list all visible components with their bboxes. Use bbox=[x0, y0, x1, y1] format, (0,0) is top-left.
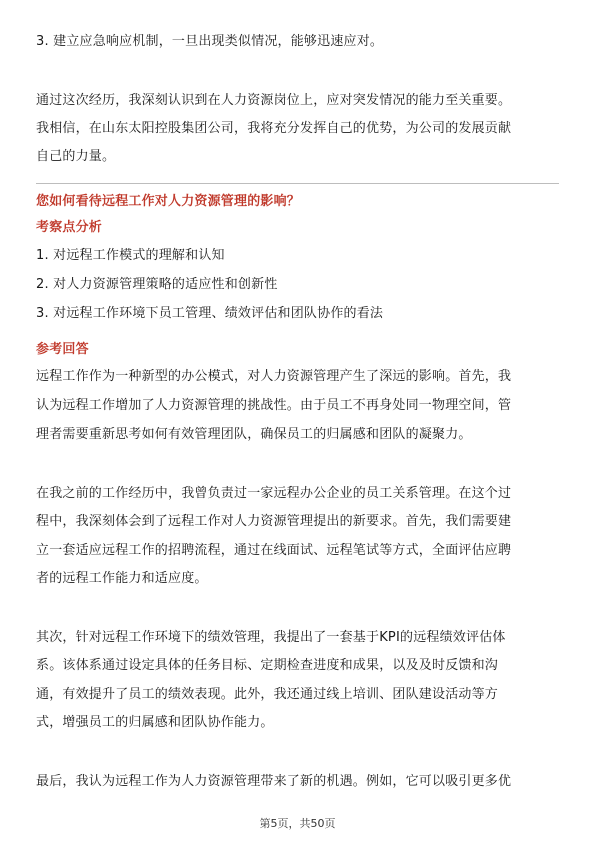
conclusion-line-1: 通过这次经历，我深刻认识到在人力资源岗位上，应对突发情况的能力至关重要。 bbox=[36, 93, 512, 108]
analysis-heading: 考察点分析 bbox=[36, 220, 103, 235]
question-title: 您如何看待远程工作对人力资源管理的影响？ bbox=[36, 194, 301, 209]
answer-p3-line-4: 式，增强员工的归属感和团队协作能力。 bbox=[36, 715, 274, 730]
answer-p3-line-3: 通，有效提升了员工的绩效表现。此外，我还通过线上培训、团队建设活动等方 bbox=[36, 687, 499, 702]
conclusion-line-2: 我相信，在山东太阳控股集团公司，我将充分发挥自己的优势，为公司的发展贡献 bbox=[36, 121, 512, 136]
answer-p2-line-1: 在我之前的工作经历中，我曾负责过一家远程办公企业的员工关系管理。在这个过 bbox=[36, 486, 512, 501]
answer-p2-line-3: 立一套适应远程工作的招聘流程，通过在线面试、远程笔试等方式，全面评估应聘 bbox=[36, 543, 512, 558]
list-item-emergency: 3. 建立应急响应机制，一旦出现类似情况，能够迅速应对。 bbox=[36, 34, 384, 49]
answer-p1-line-2: 认为远程工作增加了人力资源管理的挑战性。由于员工不再身处同一物理空间，管 bbox=[36, 398, 512, 413]
analysis-item-1: 1. 对远程工作模式的理解和认知 bbox=[36, 248, 225, 263]
answer-p1-line-3: 理者需要重新思考如何有效管理团队，确保员工的归属感和团队的凝聚力。 bbox=[36, 427, 472, 442]
answer-p2-line-2: 程中，我深刻体会到了远程工作对人力资源管理提出的新要求。首先，我们需要建 bbox=[36, 514, 512, 529]
answer-p1-line-1: 远程工作作为一种新型的办公模式，对人力资源管理产生了深远的影响。首先，我 bbox=[36, 369, 512, 384]
page-number: 第5页，共50页 bbox=[259, 817, 336, 830]
analysis-item-3: 3. 对远程工作环境下员工管理、绩效评估和团队协作的看法 bbox=[36, 306, 384, 321]
section-divider bbox=[36, 183, 559, 184]
answer-heading: 参考回答 bbox=[36, 342, 89, 357]
answer-p4-line-1: 最后，我认为远程工作为人力资源管理带来了新的机遇。例如，它可以吸引更多优 bbox=[36, 774, 512, 789]
answer-p2-line-4: 者的远程工作能力和适应度。 bbox=[36, 571, 208, 586]
answer-p3-line-2: 系。该体系通过设定具体的任务目标、定期检查进度和成果，以及及时反馈和沟 bbox=[36, 658, 499, 673]
analysis-item-2: 2. 对人力资源管理策略的适应性和创新性 bbox=[36, 277, 278, 292]
conclusion-line-3: 自己的力量。 bbox=[36, 149, 116, 164]
answer-p3-line-1: 其次，针对远程工作环境下的绩效管理，我提出了一套基于KPI的远程绩效评估体 bbox=[36, 630, 506, 645]
